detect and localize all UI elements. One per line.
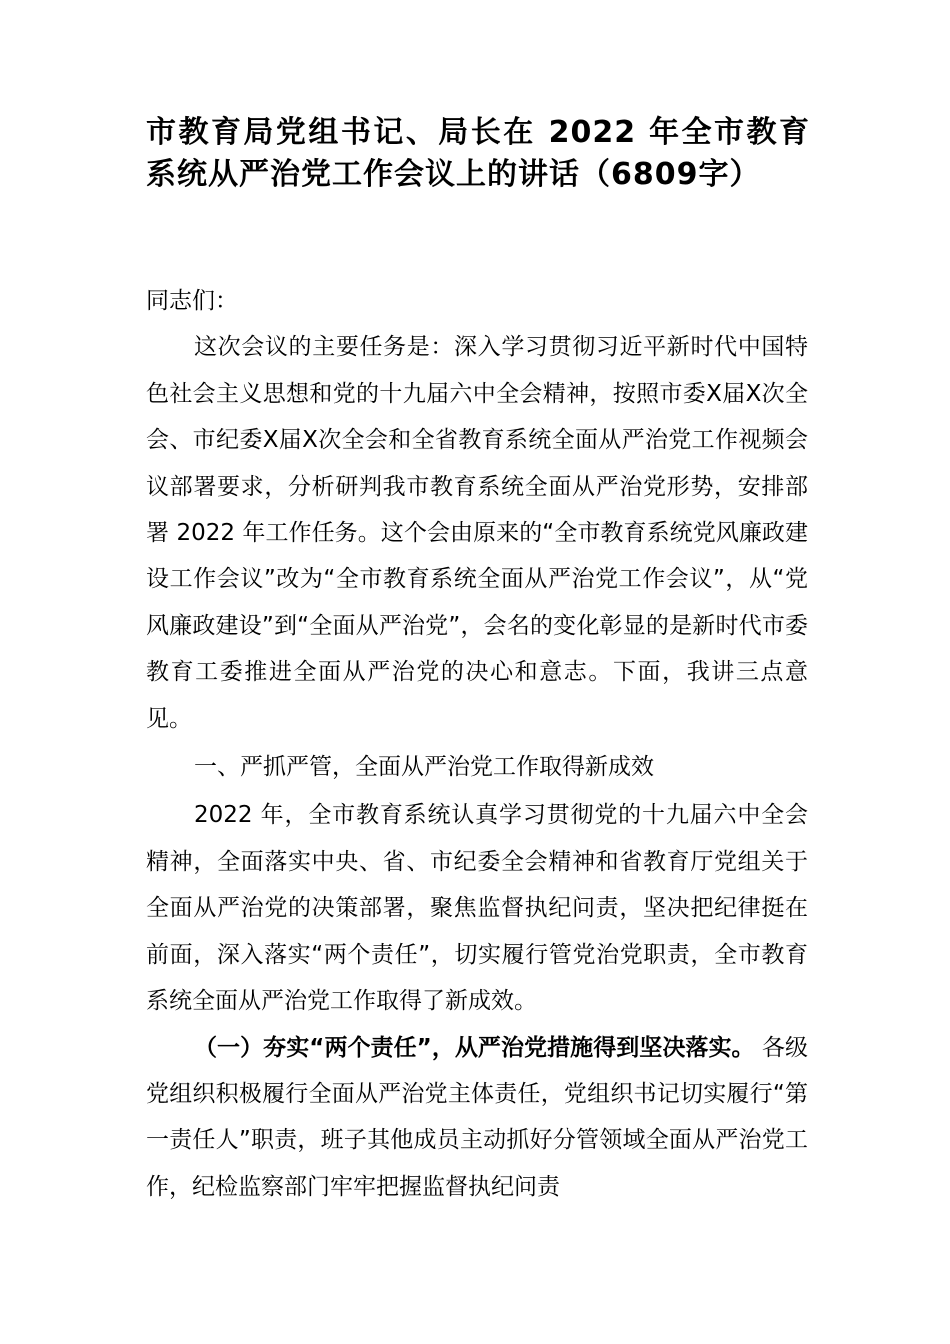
subsection-1-paragraph bbox=[146, 1025, 808, 1211]
document-title: 市教育局党组书记、局长在 2022 年全市教育系统从严治党工作会议上的讲话（6809字） bbox=[146, 115, 810, 192]
intro-paragraph: 这次会议的主要任务是：深入学习贯彻习近平新时代中国特色社会主义思想和党的十九届六中全会精神，按照市委X届X次全会、市纪委X届X次全会和全省教育系统全面从严治党工作视频会议部署要求，分析研判我市教育系统全面从严治党形势，安排部署 2022 年工作任务。这个会由原来的“全市教育系统党风廉政建设工作会议”改为“全市教育系统全面从严治党工作会议”，从“党风廉政建设”到“全面从严治党”，会名的变化彰显的是新时代市委教育工委推进全面从严治党的决心和意志。下面，我讲三点意见。 bbox=[146, 334, 808, 732]
subsection-1-bold-lead: （一）夯实“两个责任”，从严治党措施得到坚决落实。 bbox=[194, 1034, 755, 1061]
greeting: 同志们： bbox=[146, 288, 238, 314]
subsection-1-text: 各级党组织积极履行全面从严治党主体责任，党组织书记切实履行“第一责任人”职责，班子其他成员主动抓好分管领域全面从严治党工作，纪检监察部门牢牢把握监督执纪问责 bbox=[146, 1034, 808, 1200]
document-body bbox=[146, 278, 808, 1210]
section-1-paragraph: 2022 年，全市教育系统认真学习贯彻党的十九届六中全会精神，全面落实中央、省、市纪委全会精神和省教育厅党组关于全面从严治党的决策部署，聚焦监督执纪问责，坚决把纪律挺在前面，深入落实“两个责任”，切实履行管党治党职责，全市教育系统全面从严治党工作取得了新成效。 bbox=[146, 802, 808, 1015]
section-1-heading: 一、严抓严管，全面从严治党工作取得新成效 bbox=[194, 754, 654, 781]
